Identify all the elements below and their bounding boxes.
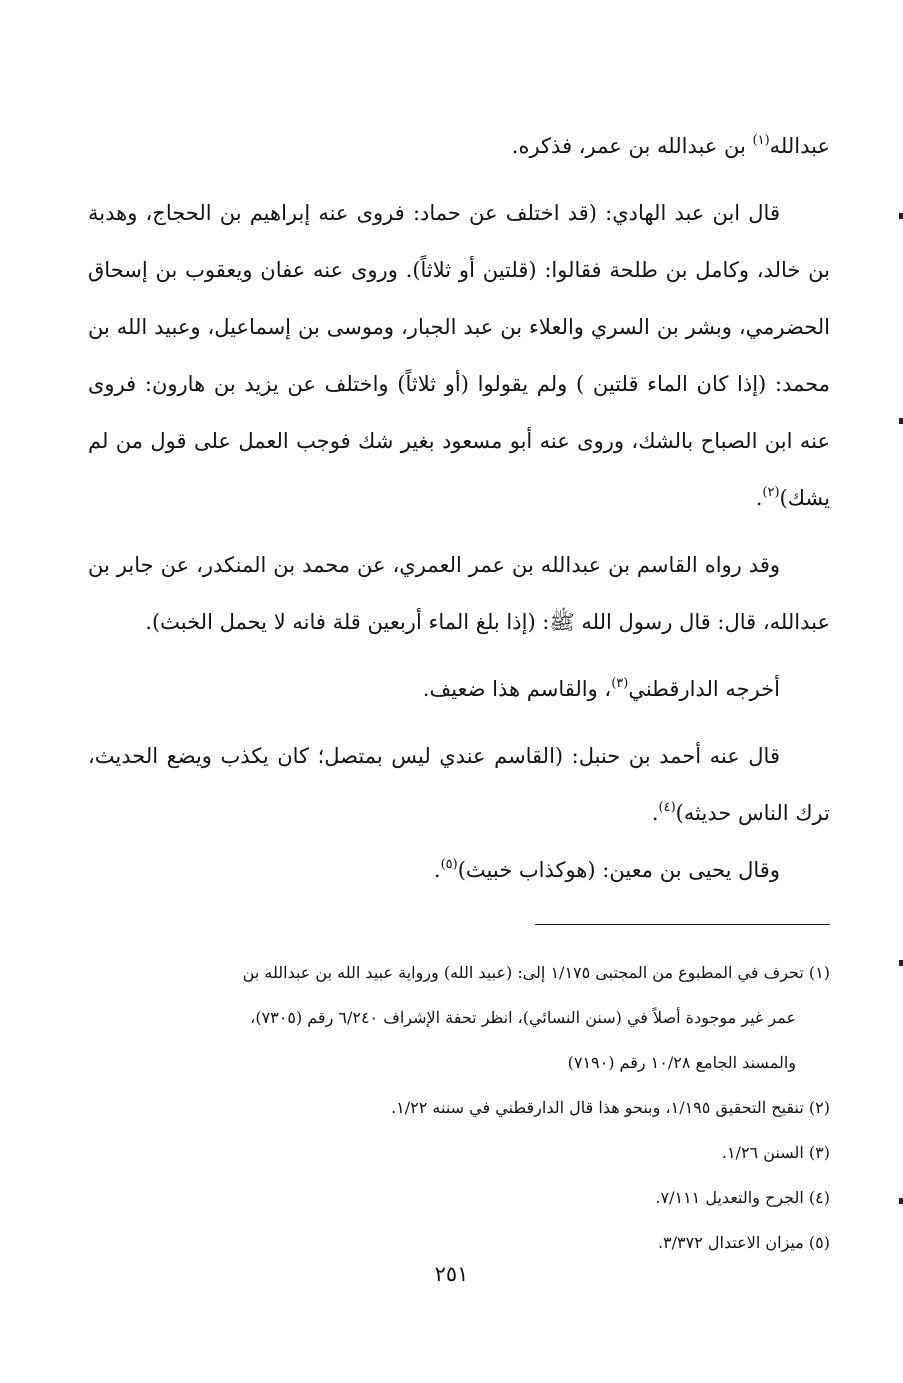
text-span: بن عبدالله بن عمر، فذكره. [511,134,753,158]
scan-mark [899,213,903,219]
text-span: ، والقاسم هذا ضعيف. [422,677,612,701]
text-span: وقد رواه القاسم بن عبدالله بن عمر العمري، عن محمد بن المنكدر، عن جابر بن عبدالله، قال: قال رسول الله ﷺ: (إذا بلغ الماء أربعين قلة فانه لا يحمل الخبث). [88,553,830,634]
footnote-continuation: والمسند الجامع ١٠/٢٨ رقم (٧١٩٠) [567,1053,796,1072]
paragraph-2 [88,185,830,527]
text-span: قال ابن عبد الهادي: (قد اختلف عن حماد: فروى عنه إبراهيم بن الحجاج، وهدبة بن خالد، وكامل بن طلحة فقالوا: (قلتين أو ثلاثاً). وروى عنه عفان ويعقوب بن إسحاق الحضرمي، وبشر بن السري والعلاء بن عبد الجبار، وموسى بن إسماعيل، وعبيد الله بن محمد: (إذا كان الماء قلتين ) ولم يقولوا (أو ثلاثاً) واختلف عن يزيد بن هارون: فروى عنه ابن الصباح بالشك، وروى عنه أبو مسعود بغير شك فوجب العمل على قول من لم يشك) [88,201,830,510]
footnote-ref-3[interactable]: (٣) [611,676,629,691]
footnotes [88,950,830,1265]
footnote-ref-2[interactable]: (٢) [762,485,780,500]
footnote-number: (١) [808,963,830,982]
footnote-number: (٤) [808,1188,830,1207]
text-span: قال عنه أحمد بن حنبل: (القاسم عندي ليس بمتصل؛ كان يكذب ويضع الحديث، ترك الناس حديثه) [88,744,830,825]
footnote-2 [88,1085,830,1130]
scan-mark [899,960,903,966]
footnote-text: ميزان الاعتدال ٣/٣٧٢. [657,1233,804,1252]
footnote-1 [88,950,830,1085]
footnote-ref-4[interactable]: (٤) [658,800,676,815]
footnote-text: تنقيح التحقيق ١/١٩٥، وبنحو هذا قال الدارقطني في سننه ١/٢٢. [391,1098,804,1117]
footnote-number: (٣) [808,1143,830,1162]
footnote-continuation: عمر غير موجودة أصلاً في (سنن النسائي)، انظر تحفة الإشراف ٦/٢٤٠ رقم (٧٣٠٥)، [250,1008,796,1027]
footnote-text: الجرح والتعديل ٧/١١١. [655,1188,804,1207]
paragraph-1 [88,118,830,175]
main-text [88,118,830,899]
text-span: وقال يحيى بن معين: (هوكذاب خبيث) [457,858,780,882]
paragraph-3 [88,537,830,651]
footnote-4 [88,1175,830,1220]
paragraph-4 [88,661,830,718]
text-span: عبدالله [769,134,830,158]
footnote-separator [535,924,830,925]
paragraph-6 [88,842,830,899]
footnote-number: (٥) [808,1233,830,1252]
footnote-ref-5[interactable]: (٥) [440,857,458,872]
paragraph-5 [88,728,830,842]
footnote-5 [88,1220,830,1265]
scan-mark [899,1198,903,1204]
footnote-text: تحرف في المطبوع من المجتبى ١/١٧٥ إلى: (عبيد الله) ورواية عبيد الله بن عبدالله بن [242,963,804,982]
scan-mark [899,418,903,424]
text-span: . [433,858,441,882]
footnote-text: السنن ١/٢٦. [721,1143,804,1162]
page-number: ٢٥١ [434,1262,469,1286]
footnote-number: (٢) [808,1098,830,1117]
footnote-3 [88,1130,830,1175]
text-span: أخرجه الدارقطني [628,677,780,701]
text-span: . [651,801,659,825]
text-span: . [755,486,763,510]
footnote-ref-1[interactable]: (١) [752,133,770,148]
